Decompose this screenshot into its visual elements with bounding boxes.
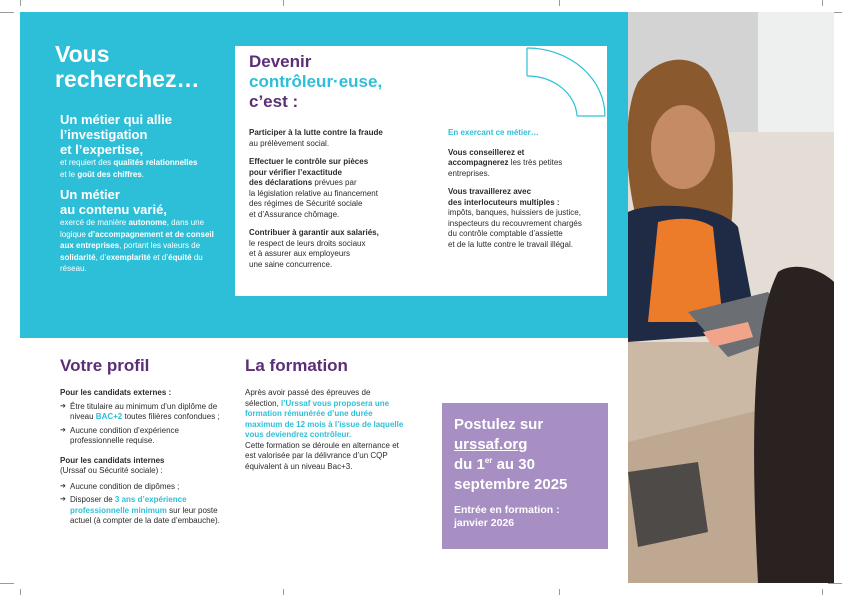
crop-mark [0, 12, 14, 13]
apply-dates-end: septembre 2025 [454, 476, 568, 493]
crop-mark [20, 589, 21, 595]
decorative-arc-icon [525, 46, 607, 120]
crop-mark [559, 0, 560, 6]
photo-advisor [628, 12, 834, 583]
crop-mark [828, 583, 842, 584]
formation-text: Après avoir passé des épreuves de sélection, l’Urssaf vous proposera une formation rémunérée d’une durée maximum de 12 mois à l’issue de laquelle vous deviendrez contrôleur. Cette formation se déroule en alternance et est valorisée par la délivrance d’un CQP équivalent à un niveau Bac+3. [245, 388, 404, 471]
crop-mark [283, 0, 284, 6]
crop-mark [822, 0, 823, 6]
metier-conseil: Vous conseillerez et accompagnerez les très petites entreprises. [448, 147, 563, 178]
profil-external-heading: Pour les candidats externes : [60, 388, 172, 397]
apply-dates: du 1er au 30 [454, 456, 535, 473]
card-column-metier [448, 128, 598, 258]
apply-link[interactable]: urssaf.org [454, 436, 528, 453]
crop-mark [559, 589, 560, 595]
list-item: ➔ Aucune condition de dipômes ; [60, 481, 180, 491]
profil-internal-subheading: (Urssaf ou Sécurité sociale) : [60, 466, 163, 475]
metier-subheading: En exercant ce métier… [448, 128, 539, 137]
mission-fraude: Participer à la lutte contre la fraude au prélèvement social. [249, 128, 383, 148]
apply-heading: Postulez sur [454, 416, 544, 433]
arrow-icon: ➔ [60, 496, 66, 503]
crop-mark [283, 589, 284, 595]
arrow-icon: ➔ [60, 482, 66, 490]
metier-text-1: et requiert des qualités relationnelles et le goût des chiffres. [60, 158, 198, 179]
metier-heading-2: Un métier au contenu varié, [60, 187, 167, 217]
card-title: Devenir contrôleur·euse, c’est : [249, 52, 383, 111]
crop-mark [0, 583, 14, 584]
card-column-missions [249, 128, 434, 278]
list-item: ➔ Disposer de 3 ans d’expérience professionnelle minimum sur leur poste actuel (à compter de la date d’embauche). [60, 495, 220, 525]
crop-mark [822, 589, 823, 595]
apply-box [442, 403, 608, 549]
left-column [60, 112, 222, 275]
profil-column [60, 388, 225, 527]
metier-text-2: exercé de manière autonome, dans une logique d’accompagnement et de conseil aux entreprises, portant les valeurs de solidarité, d’exemplarité et d’équité du réseau. [60, 218, 214, 273]
mission-droits: Contribuer à garantir aux salariés, le respect de leurs droits sociaux et à assurer aux employeurs une saine concurrence. [249, 228, 379, 269]
crop-mark [20, 0, 21, 6]
arrow-icon: ➔ [60, 426, 66, 434]
formation-title: La formation [245, 356, 348, 375]
profil-title: Votre profil [60, 356, 150, 375]
arrow-icon: ➔ [60, 402, 66, 410]
list-item: ➔ Être titulaire au minimum d’un diplôme de niveau BAC+2 toutes filières confondues ; [60, 401, 220, 421]
mission-controle: Effectuer le contrôle sur pièces pour vérifier l’exactitude des déclarations prévues par la législation relative au financement des régimes de Sécurité sociale et d’Assurance chômage. [249, 157, 378, 219]
list-item: ➔ Aucune condition d’expérience professionnelle requise. [60, 425, 179, 445]
profil-internal-heading: Pour les candidats internes [60, 455, 165, 465]
metier-heading-1: Un métier qui allie l’investigation et l’expertise, [60, 112, 172, 157]
hero-title: Vous recherchez… [55, 41, 200, 92]
training-start: Entrée en formation : janvier 2026 [454, 504, 560, 529]
metier-interlocuteurs: Vous travaillerez avec des interlocuteurs multiples : impôts, banques, huissiers de justice, inspecteurs du recouvrement chargés du contrôle comptable d’assiette et de la lutte contre le travail illégal. [448, 187, 582, 249]
